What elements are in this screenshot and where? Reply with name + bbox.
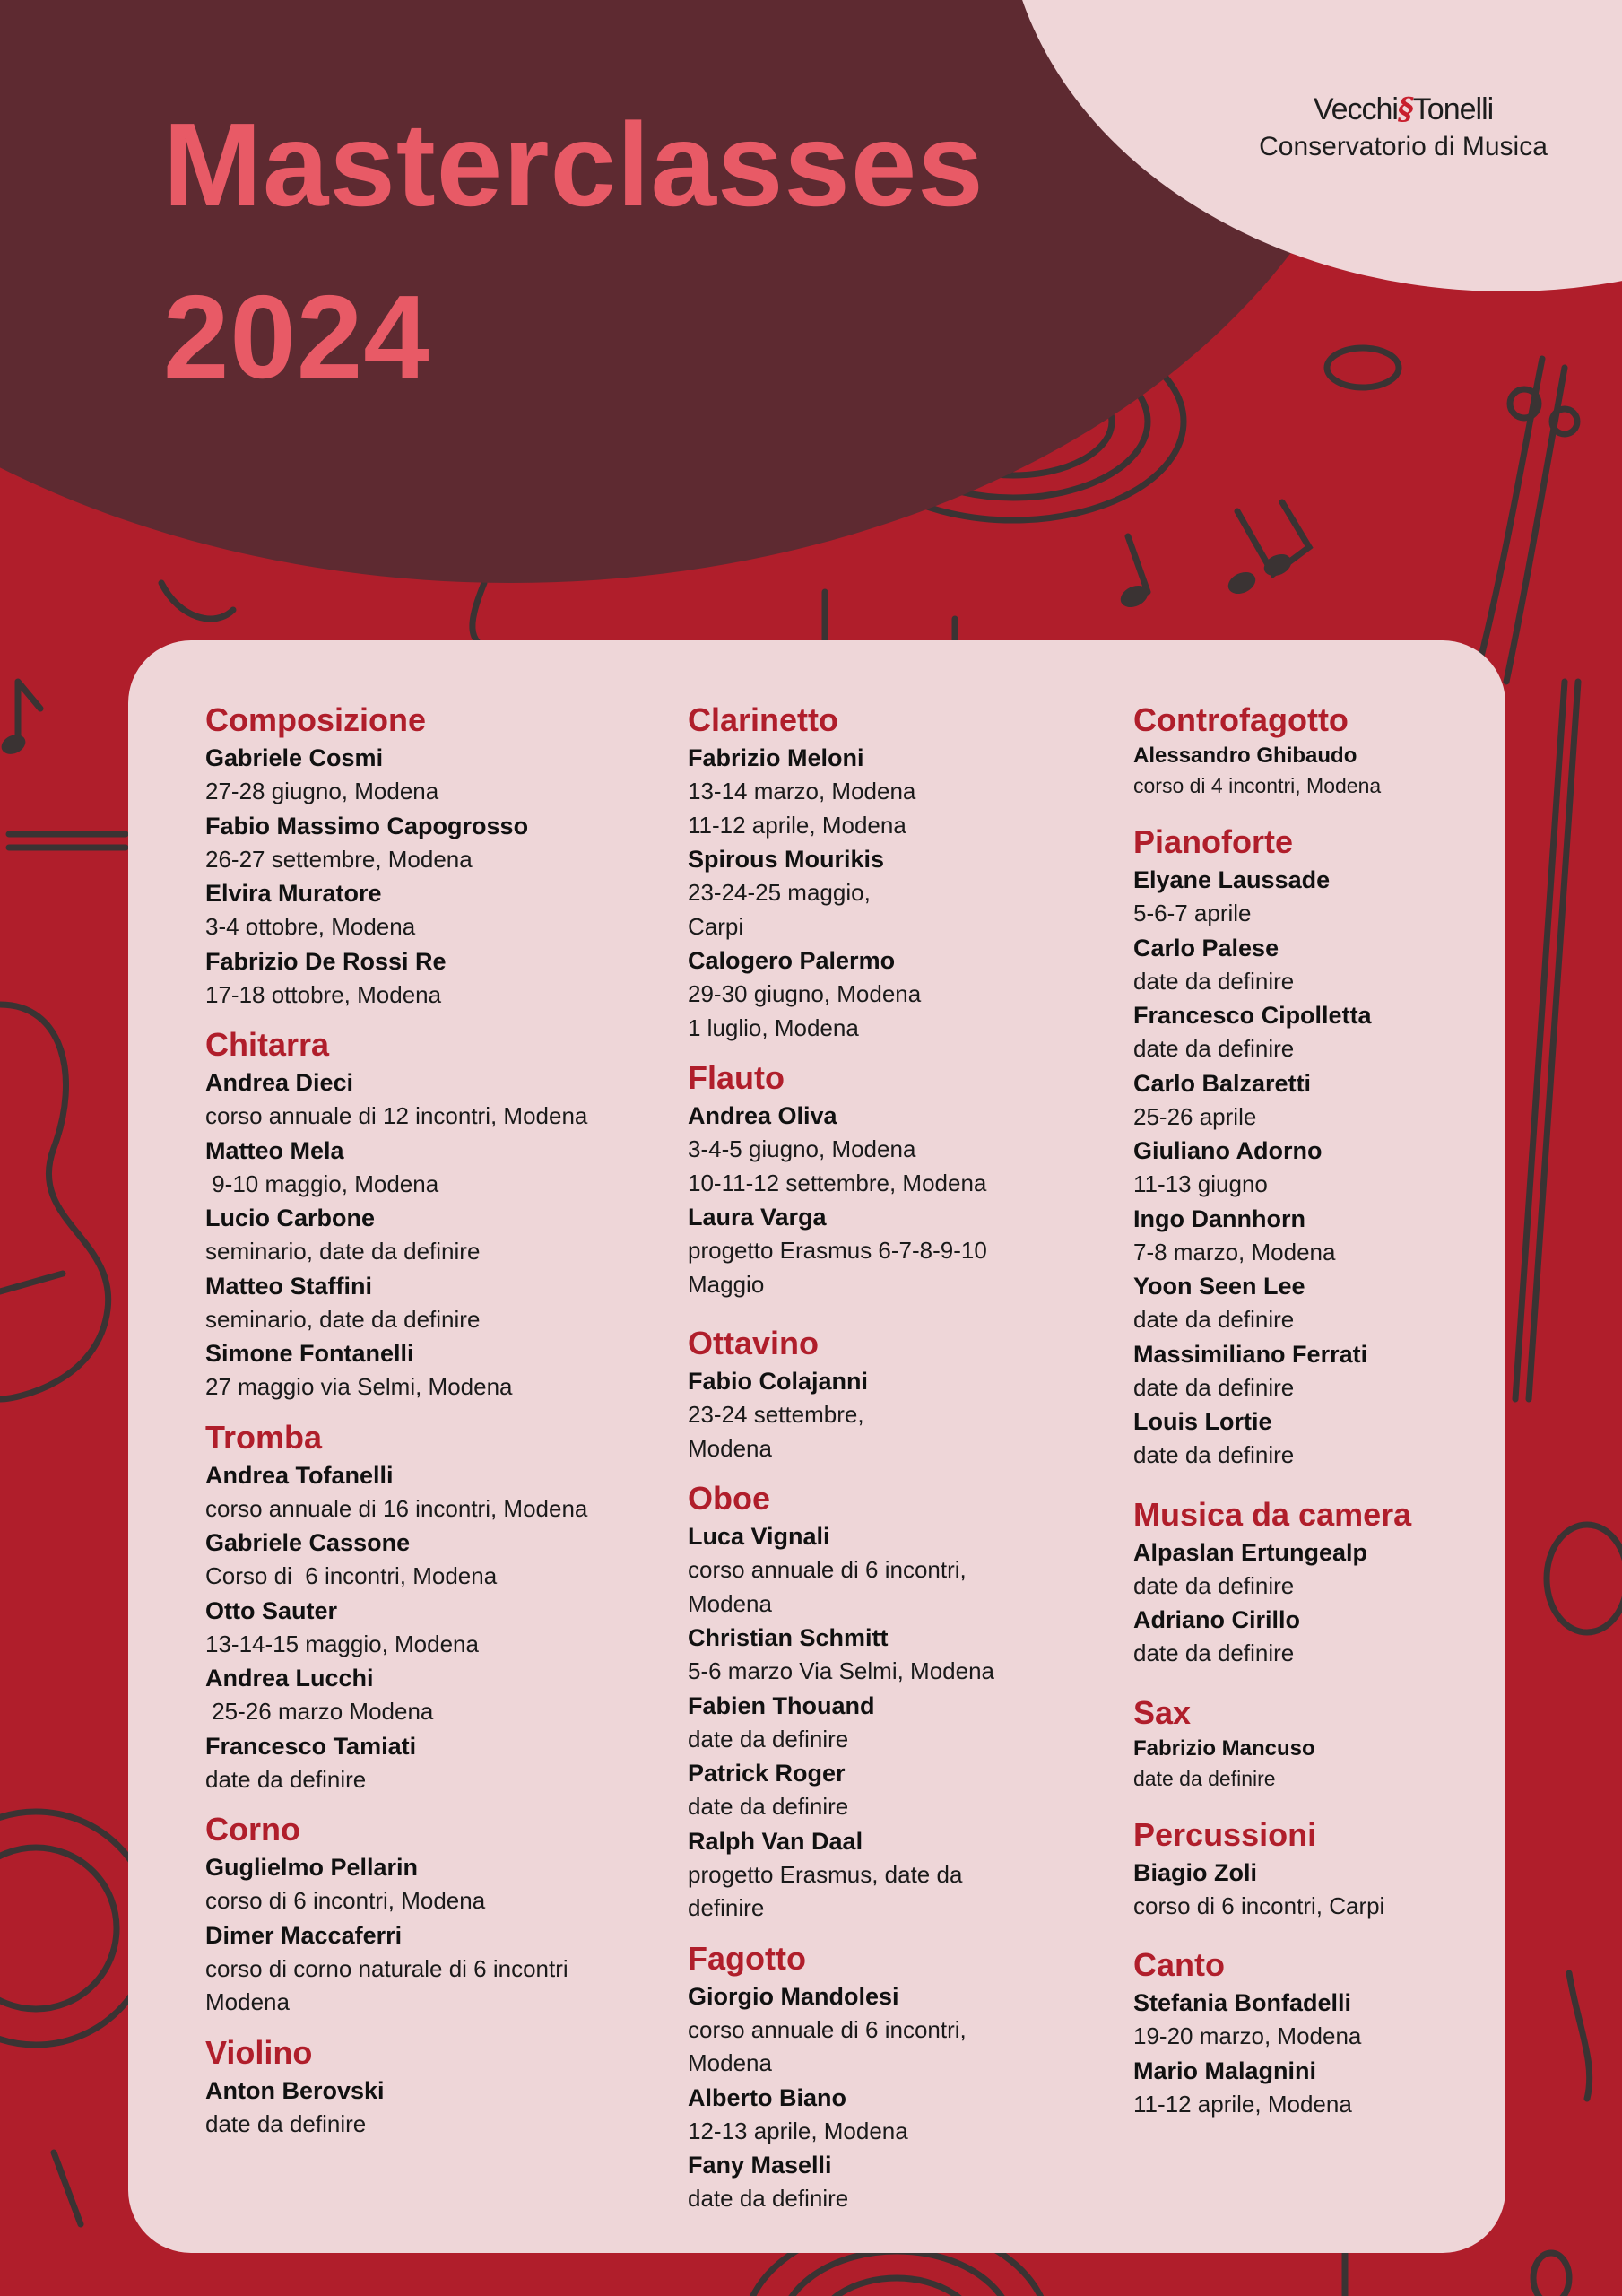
class-details: 25-26 aprile <box>1133 1102 1257 1130</box>
teacher-name: Giorgio Mandolesi <box>688 1982 899 2010</box>
class-details: 25-26 marzo Modena <box>205 1698 434 1725</box>
class-details: seminario, date da definire <box>205 1305 481 1333</box>
section-musica-da-camera <box>1133 1494 1492 1671</box>
class-details: date da definire <box>205 1765 367 1793</box>
column-3 <box>1133 700 1492 2134</box>
class-details: 11-13 giugno <box>1133 1170 1268 1197</box>
section-sax <box>1133 1692 1492 1793</box>
title-line-2: 2024 <box>163 271 430 403</box>
teacher-name: Matteo Mela <box>205 1136 344 1164</box>
teacher-name: Simone Fontanelli <box>205 1340 414 1367</box>
section-ottavino <box>688 1323 1118 1465</box>
teacher-entry <box>688 842 1118 944</box>
teacher-entry <box>1133 1202 1492 1270</box>
class-details: date da definire <box>1133 1571 1295 1599</box>
teacher-entry <box>688 1519 1118 1621</box>
teacher-name: Fabio Massimo Capogrosso <box>205 812 529 839</box>
teacher-name: Louis Lortie <box>1133 1408 1272 1435</box>
teacher-entry <box>1133 1734 1492 1793</box>
class-details: progetto Erasmus, date da <box>688 1860 963 1888</box>
section-heading: Canto <box>1133 1946 1225 1983</box>
section-tromba <box>205 1417 663 1797</box>
teacher-name: Andrea Dieci <box>205 1069 354 1096</box>
teacher-entry <box>1133 1603 1492 1671</box>
class-details: 13-14 marzo, Modena <box>688 778 916 804</box>
teacher-name: Carlo Balzaretti <box>1133 1069 1312 1097</box>
section-heading: Violino <box>205 2033 313 2071</box>
class-details: 23-24-25 maggio, <box>688 879 871 906</box>
teacher-entry <box>688 1200 1118 1301</box>
class-details: 7-8 marzo, Modena <box>1133 1238 1336 1265</box>
teacher-name: Ingo Dannhorn <box>1133 1205 1305 1232</box>
class-details: 5-6-7 aprile <box>1133 900 1252 926</box>
class-details: 11-12 aprile, Modena <box>1133 2090 1352 2118</box>
class-details: 13-14-15 maggio, Modena <box>205 1630 479 1657</box>
section-percussioni <box>1133 1814 1492 1924</box>
treble-clef-logo-icon: § <box>1398 91 1413 127</box>
section-heading: Pianoforte <box>1133 823 1294 860</box>
class-details: date da definire <box>1133 1306 1295 1333</box>
teacher-entry <box>688 1824 1118 1926</box>
class-details: date da definire <box>205 2109 367 2137</box>
section-heading: Fagotto <box>688 1939 806 1977</box>
teacher-name: Carlo Palese <box>1133 934 1279 961</box>
teacher-name: Yoon Seen Lee <box>1133 1273 1305 1300</box>
teacher-name: Patrick Roger <box>688 1760 846 1787</box>
teacher-entry <box>205 944 663 1013</box>
teacher-entry <box>1133 1535 1492 1604</box>
section-heading: Oboe <box>688 1480 771 1517</box>
section-heading: Controfagotto <box>1133 701 1349 738</box>
teacher-entry <box>688 944 1118 1045</box>
section-oboe <box>688 1478 1118 1926</box>
teacher-entry <box>205 1065 663 1134</box>
section-fagotto <box>688 1938 1118 2216</box>
teacher-entry <box>688 741 1118 842</box>
teacher-name: Otto Sauter <box>205 1596 338 1624</box>
teacher-entry <box>1133 998 1492 1066</box>
teacher-name: Fany Maselli <box>688 2152 832 2179</box>
teacher-entry <box>205 1661 663 1729</box>
class-details: Modena <box>688 1434 772 1462</box>
section-heading: Ottavino <box>688 1325 820 1361</box>
teacher-name: Lucio Carbone <box>205 1205 376 1231</box>
teacher-entry <box>1133 931 1492 999</box>
class-details: progetto Erasmus 6-7-8-9-10 <box>688 1237 987 1264</box>
teacher-entry <box>688 1689 1118 1757</box>
teacher-entry <box>205 1458 663 1526</box>
teacher-entry <box>205 1594 663 1662</box>
teacher-name: Fabrizio De Rossi Re <box>205 947 447 975</box>
teacher-name: Christian Schmitt <box>688 1624 889 1651</box>
section-heading: Sax <box>1133 1693 1192 1731</box>
section-heading: Corno <box>205 1811 300 1848</box>
teacher-entry <box>688 2148 1118 2216</box>
teacher-entry <box>205 1729 663 1797</box>
class-details: Corso di 6 incontri, Modena <box>205 1562 498 1589</box>
title-line-1: Masterclasses <box>163 99 984 230</box>
section-heading: Composizione <box>205 701 427 738</box>
teacher-name: Fabien Thouand <box>688 1692 875 1719</box>
class-details: 1 luglio, Modena <box>688 1013 859 1041</box>
teacher-name: Laura Varga <box>688 1204 827 1231</box>
section-canto <box>1133 1944 1492 2121</box>
class-details: Carpi <box>688 912 744 940</box>
class-details: Modena <box>205 1988 290 2015</box>
section-heading: Tromba <box>205 1418 323 1456</box>
teacher-entry <box>1133 1066 1492 1135</box>
class-details: Modena <box>688 2049 772 2076</box>
teacher-entry <box>205 1269 663 1337</box>
teacher-entry <box>688 1099 1118 1200</box>
class-details: date da definire <box>1133 1035 1295 1062</box>
teacher-entry <box>1133 1405 1492 1473</box>
class-details: corso di 6 incontri, Modena <box>205 1887 486 1914</box>
class-details: 19-20 marzo, Modena <box>1133 2022 1362 2049</box>
teacher-entry <box>688 1756 1118 1824</box>
teacher-entry <box>205 741 663 809</box>
page-title <box>163 79 984 423</box>
class-details: 9-10 maggio, Modena <box>205 1170 439 1197</box>
class-details: 26-27 settembre, Modena <box>205 845 473 873</box>
teacher-name: Spirous Mourikis <box>688 846 885 873</box>
teacher-entry <box>688 2081 1118 2149</box>
teacher-entry <box>205 1850 663 1918</box>
class-details: 3-4-5 giugno, Modena <box>688 1135 916 1162</box>
teacher-entry <box>1133 741 1492 800</box>
teacher-name: Luca Vignali <box>688 1523 830 1550</box>
teacher-name: Mario Malagnini <box>1133 2057 1317 2084</box>
class-details: corso annuale di 16 incontri, Modena <box>205 1494 588 1522</box>
class-details: corso annuale di 6 incontri, <box>688 2015 967 2043</box>
teacher-name: Matteo Staffini <box>205 1272 372 1300</box>
teacher-name: Guglielmo Pellarin <box>205 1854 419 1881</box>
class-details: corso annuale di 6 incontri, <box>688 1556 967 1583</box>
teacher-entry <box>1133 2054 1492 2122</box>
class-details: date da definire <box>1133 967 1295 995</box>
teacher-name: Adriano Cirillo <box>1133 1606 1301 1633</box>
column-2 <box>688 700 1118 2229</box>
section-controfagotto <box>1133 700 1492 800</box>
class-details: corso di corno naturale di 6 incontri <box>205 1954 568 1982</box>
class-details: corso di 4 incontri, Modena <box>1133 774 1382 797</box>
teacher-entry <box>688 1621 1118 1689</box>
teacher-entry <box>205 2074 663 2142</box>
class-details: corso di 6 incontri, Carpi <box>1133 1892 1385 1919</box>
teacher-entry <box>1133 1856 1492 1924</box>
class-details: seminario, date da definire <box>205 1238 481 1265</box>
class-details: date da definire <box>1133 1766 1276 1790</box>
logo-subtitle: Conservatorio di Musica <box>1259 132 1548 161</box>
class-details: Maggio <box>688 1270 765 1298</box>
class-details: date da definire <box>1133 1441 1295 1468</box>
conservatorio-logo <box>1255 90 1551 165</box>
teacher-name: Alessandro Ghibaudo <box>1133 744 1357 768</box>
class-details: 11-12 aprile, Modena <box>688 811 906 839</box>
teacher-name: Fabio Colajanni <box>688 1368 869 1395</box>
teacher-name: Elvira Muratore <box>205 880 382 907</box>
teacher-name: Andrea Tofanelli <box>205 1461 394 1489</box>
class-details: date da definire <box>688 1793 849 1820</box>
class-details: 27 maggio via Selmi, Modena <box>205 1373 513 1400</box>
teacher-name: Stefania Bonfadelli <box>1133 1989 1352 2016</box>
section-heading: Percussioni <box>1133 1815 1317 1853</box>
teacher-name: Elyane Laussade <box>1133 866 1331 893</box>
teacher-entry <box>1133 1986 1492 2054</box>
teacher-name: Calogero Palermo <box>688 947 896 974</box>
class-details: 27-28 giugno, Modena <box>205 778 439 804</box>
class-details: 10-11-12 settembre, Modena <box>688 1169 987 1196</box>
section-heading: Flauto <box>688 1059 785 1096</box>
teacher-name: Andrea Lucchi <box>205 1665 374 1692</box>
class-details: date da definire <box>1133 1373 1295 1401</box>
class-details: 12-13 aprile, Modena <box>688 2117 908 2144</box>
teacher-name: Biagio Zoli <box>1133 1858 1257 1886</box>
section-heading: Chitarra <box>205 1026 330 1063</box>
section-chitarra <box>205 1024 663 1405</box>
teacher-entry <box>205 876 663 944</box>
class-details: 29-30 giugno, Modena <box>688 980 922 1007</box>
class-details: 17-18 ottobre, Modena <box>205 980 442 1008</box>
teacher-entry <box>205 1336 663 1405</box>
logo-name-right: Tonelli <box>1412 92 1494 126</box>
teacher-name: Francesco Cipolletta <box>1133 1002 1372 1029</box>
class-details: date da definire <box>688 2185 849 2212</box>
teacher-entry <box>1133 1337 1492 1405</box>
section-flauto <box>688 1057 1118 1301</box>
teacher-entry <box>205 1201 663 1269</box>
class-details: Modena <box>688 1589 772 1617</box>
class-details: date da definire <box>688 1725 849 1752</box>
teacher-entry <box>688 1364 1118 1465</box>
teacher-name: Anton Berovski <box>205 2076 385 2104</box>
section-clarinetto <box>688 700 1118 1045</box>
teacher-name: Gabriele Cosmi <box>205 744 384 771</box>
class-details: definire <box>688 1894 765 1921</box>
teacher-name: Fabrizio Meloni <box>688 744 864 771</box>
section-heading: Clarinetto <box>688 701 839 738</box>
section-heading: Musica da camera <box>1133 1495 1412 1533</box>
teacher-name: Alberto Biano <box>688 2083 847 2111</box>
teacher-entry <box>205 1526 663 1594</box>
teacher-name: Massimiliano Ferrati <box>1133 1340 1368 1368</box>
teacher-entry <box>1133 1134 1492 1202</box>
class-details: corso annuale di 12 incontri, Modena <box>205 1102 588 1129</box>
class-details: 5-6 marzo Via Selmi, Modena <box>688 1657 995 1684</box>
teacher-name: Giuliano Adorno <box>1133 1137 1323 1164</box>
section-composizione <box>205 700 663 1012</box>
teacher-name: Dimer Maccaferri <box>205 1921 403 1949</box>
class-details: 3-4 ottobre, Modena <box>205 913 416 940</box>
teacher-entry <box>1133 1269 1492 1337</box>
class-details: date da definire <box>1133 1639 1295 1666</box>
logo-name-left: Vecchi <box>1313 92 1398 126</box>
class-details: 23-24 settembre, <box>688 1401 864 1428</box>
teacher-name: Ralph Van Daal <box>688 1827 863 1855</box>
teacher-name: Fabrizio Mancuso <box>1133 1735 1315 1761</box>
teacher-entry <box>205 1918 663 2020</box>
section-pianoforte <box>1133 822 1492 1473</box>
teacher-name: Francesco Tamiati <box>205 1732 417 1760</box>
teacher-name: Andrea Oliva <box>688 1102 837 1129</box>
teacher-entry <box>1133 863 1492 931</box>
section-corno <box>205 1809 663 2020</box>
teacher-entry <box>205 1134 663 1202</box>
teacher-name: Gabriele Cassone <box>205 1529 411 1556</box>
teacher-entry <box>688 1979 1118 2081</box>
section-violino <box>205 2032 663 2142</box>
teacher-name: Alpaslan Ertungealp <box>1133 1538 1368 1566</box>
column-1 <box>205 700 663 2153</box>
teacher-entry <box>205 809 663 877</box>
